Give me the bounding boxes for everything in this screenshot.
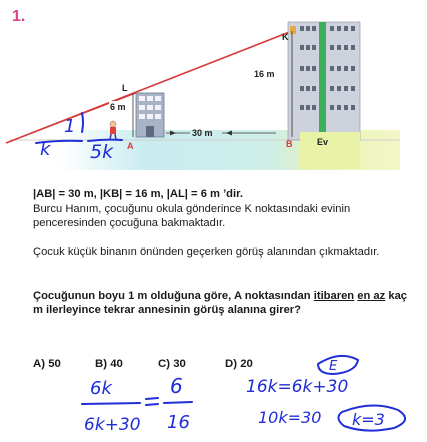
- option-b-letter: B): [95, 358, 108, 370]
- hw-eq4: 10k=30: [258, 408, 322, 427]
- point-label-l: L: [122, 83, 128, 93]
- label-kb-length: 16 m: [254, 69, 275, 79]
- question-text-after: kaç m ilerleyince tekrar annesinin görüş alanına girer?: [33, 290, 408, 316]
- question-text-underlined-2: en az: [357, 290, 386, 302]
- label-ab-length: 30 m: [192, 128, 213, 138]
- hw-eq3: 16k=6k+30: [246, 377, 349, 397]
- hw-eq1-fraction-bar: [82, 403, 140, 404]
- option-d-value: 20: [240, 358, 253, 370]
- point-label-a: A: [127, 141, 134, 151]
- given-info: |AB| = 30 m, |KB| = 16 m, |AL| = 6 m ’dir.: [33, 188, 243, 200]
- hw-option-e-mark: E: [329, 359, 338, 374]
- hw-eq2-numerator: 6: [170, 374, 183, 398]
- option-a-value: 50: [48, 358, 61, 370]
- paragraph-1: Burcu Hanım, çocuğunu okula gönderince K noktasındaki evinin penceresinden çocuğuna bakmaktadır.: [33, 203, 351, 229]
- hw-k: k: [40, 139, 51, 160]
- question-text-underlined-1: itibaren: [313, 290, 355, 302]
- hw-answer: k=3: [352, 410, 385, 429]
- point-label-k: K: [282, 32, 289, 42]
- hw-one: 1: [64, 116, 76, 137]
- point-label-b: B: [286, 139, 293, 149]
- option-a-letter: A): [33, 358, 46, 370]
- option-c-letter: C): [158, 358, 171, 370]
- question-text-before: Çocuğunun boyu 1 m olduğuna göre, A noktasından: [33, 290, 314, 302]
- option-b-value: 40: [110, 358, 123, 370]
- hw-eq1-numerator: 6k: [90, 378, 112, 399]
- hw-equals-top: [146, 398, 158, 399]
- hw-equals-bottom: [146, 404, 158, 405]
- hw-eq1-denominator: 6k+30: [84, 415, 141, 435]
- hw-eq2-denominator: 16: [167, 412, 190, 433]
- option-d-letter: D): [225, 358, 238, 370]
- paragraph-2: Çocuk küçük binanın önünden geçerken görüş alanından çıkmaktadır.: [33, 246, 380, 258]
- label-ev: Ev: [317, 137, 329, 147]
- hw-five-k: 5k: [90, 141, 114, 163]
- hw-eq2-fraction-bar: [164, 402, 192, 403]
- question-number: 1.: [12, 8, 26, 25]
- label-al-length: 6 m: [110, 102, 126, 112]
- hw-circled-option-e[interactable]: [318, 356, 358, 374]
- option-c-value: 30: [173, 358, 186, 370]
